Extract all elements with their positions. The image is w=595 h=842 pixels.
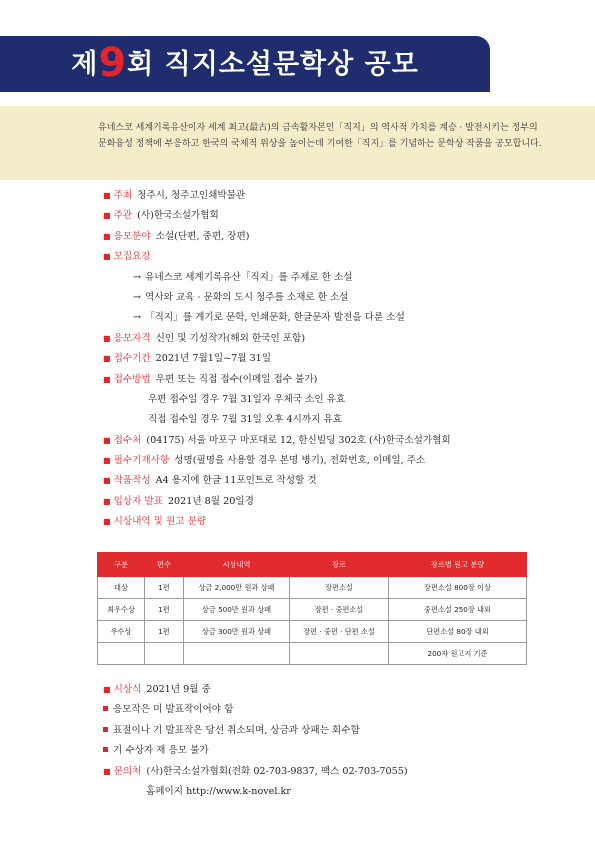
bullet-icon: ■ — [103, 435, 111, 445]
column-header: 시상내역 — [184, 553, 290, 577]
requirement-row: ■ 모집요강 — [103, 251, 151, 263]
bullet-icon: ■ — [103, 374, 111, 384]
requirement-item: → 역사와 교육 · 문화의 도시 청주를 소재로 한 소설 — [133, 291, 349, 303]
intro-text: 유네스코 세계기록유산이자 세계 최고(最古)의 금속활자본인「직지」의 역사적 가치를 계승 · 발전시키는 정부의 문화융성 정책에 부응하고 한국의 국제적 위상을 높이는데 기여한「직지」를 기념하는 문학상 작품을 공모합니다. — [98, 123, 542, 149]
square-bullet-icon — [103, 706, 108, 711]
method-detail: 우편 접수일 경우 7월 31일자 우체국 소인 유효 — [148, 393, 346, 405]
bullet-icon: ■ — [103, 766, 111, 776]
period-row: ■ 접수기간 2021년 7월1일~7월 31일 — [103, 353, 272, 365]
method-row: ■ 접수방법 우편 또는 직접 접수(이메일 접수 불가) — [103, 373, 318, 385]
organizer-row: ■ 주관 (사)한국소설가협회 — [103, 210, 219, 222]
bullet-icon: ■ — [103, 456, 111, 466]
bullet-icon: ■ — [103, 496, 111, 506]
announce-row: ■ 입상자 발표 2021년 8월 20일경 — [103, 495, 254, 507]
note-row: 응모작은 미 발표작이어야 함 — [103, 700, 563, 720]
footer-list — [103, 680, 563, 802]
info-list — [103, 186, 563, 533]
format-row: ■ 작품작성 A4 용지에 한글 11포인트로 작성할 것 — [103, 475, 317, 487]
arrow-icon: → — [133, 291, 142, 303]
required-fields-row: ■ 필수기재사항 성명(필명을 사용할 경우 본명 병기), 전화번호, 이메일, 주소 — [103, 455, 426, 467]
table-row: 200자 원고지 기준 — [98, 643, 527, 665]
column-header: 장르별 원고 분량 — [389, 553, 527, 577]
column-header: 구분 — [98, 553, 145, 577]
requirement-item: → 유네스코 세계기록유산「직지」를 주제로 한 소설 — [133, 271, 353, 283]
host-row: ■ 주최 청주시, 청주고인쇄박물관 — [103, 190, 246, 201]
field-row: ■ 응모분야 소설(단편, 중편, 장편) — [103, 230, 250, 242]
method-detail: 직접 접수일 경우 7월 31일 오후 4시까지 유효 — [148, 414, 343, 426]
bullet-icon: ■ — [103, 252, 111, 262]
column-header: 장르 — [290, 553, 389, 577]
edition-number: 9 — [98, 40, 128, 86]
bullet-icon: ■ — [103, 476, 111, 486]
table-header-row — [98, 553, 527, 577]
note-row: 표절이나 기 발표작은 당선 취소되며, 상금과 상패는 회수함 — [103, 721, 563, 741]
requirement-item: → 「직지」를 계기로 문학, 인쇄문화, 한글문자 발전을 다룬 소설 — [133, 312, 405, 324]
square-bullet-icon — [103, 727, 108, 732]
address-row: ■ 접수처 (04175) 서울 마포구 마포대로 12, 한신빌딩 302호 (사)한국소설가협회 — [103, 434, 451, 446]
square-bullet-icon — [103, 747, 108, 752]
contact-row: ■ 문의처 (사)한국소설가협회(전화 02-703-9837, 팩스 02-703-7055) — [103, 765, 408, 777]
arrow-icon: → — [133, 312, 142, 324]
bullet-icon: ■ — [103, 211, 111, 221]
bullet-icon: ■ — [103, 333, 111, 343]
bullet-icon: ■ — [103, 354, 111, 364]
ceremony-row: ■ 시상식 2021년 9월 중 — [103, 684, 211, 695]
note-row: 기 수상자 재 응모 불가 — [103, 741, 563, 761]
table-row: 우수상 1편 상금 300만 원과 상패 장편 · 중편 · 단편 소설 단편소설 80장 내외 — [98, 621, 527, 643]
qualification-row: ■ 응모자격 신인 및 기성작가(해외 한국인 포함) — [103, 332, 306, 344]
page-title: 제9회 직지소설문학상 공모 — [71, 40, 419, 86]
bullet-icon: ■ — [103, 517, 111, 527]
homepage-link[interactable]: 홈페이지 http://www.k-novel.kr — [146, 785, 291, 797]
bullet-icon: ■ — [103, 685, 111, 694]
award-heading-row: ■ 시상내역 및 원고 분량 — [103, 516, 207, 528]
award-table — [97, 552, 527, 665]
arrow-icon: → — [133, 271, 142, 283]
table-row: 최우수상 1편 상금 500만 원과 상패 장편 · 중편소설 중편소설 250장 내외 — [98, 599, 527, 621]
column-header: 편수 — [145, 553, 184, 577]
bullet-icon: ■ — [103, 191, 111, 200]
table-row: 대상 1편 상금 2,000만 원과 상패 장편소설 장편소설 800장 이상 — [98, 577, 527, 599]
bullet-icon: ■ — [103, 231, 111, 241]
